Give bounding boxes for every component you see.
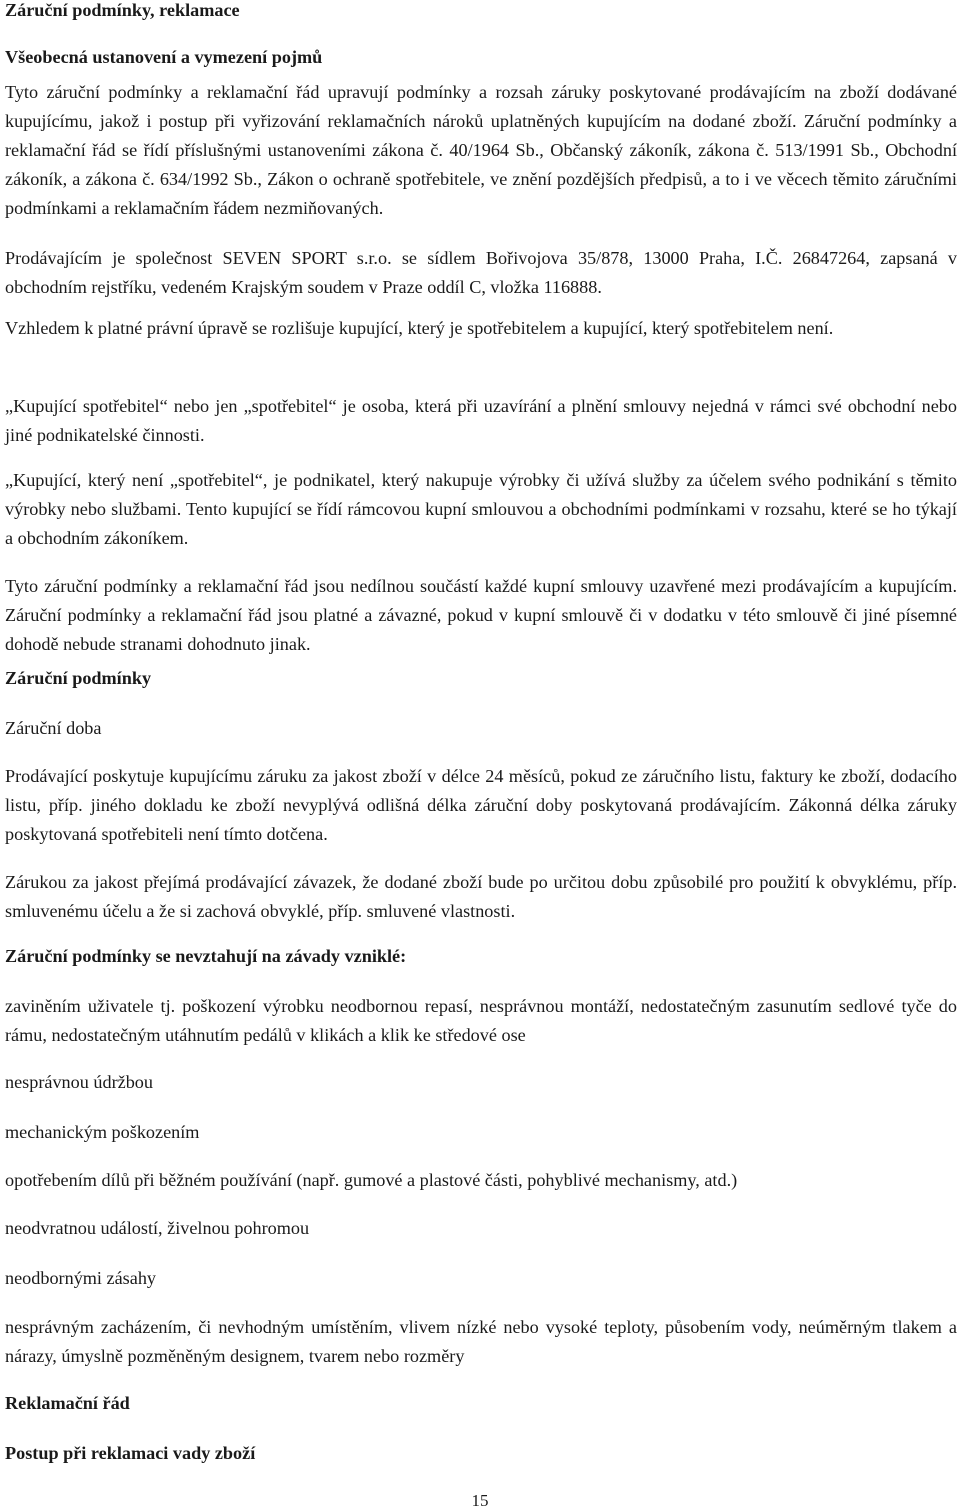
paragraph-general-5: „Kupující, který není „spotřebitel“, je podnikatel, který nakupuje výrobky či užívá služby za účelem svého podnikání s těmito výrobky nebo službami. Tento kupující se řídí rámcovou kupní smlouvou a obchodními podmínkami v rozsahu, které se ho týkají a obchodním zákoníkem. (5, 470, 957, 548)
section-heading-claims: Reklamační řád (5, 1393, 130, 1413)
page-number: 15 (471, 1491, 489, 1510)
subheading-claims-procedure: Postup při reklamaci vady zboží (5, 1443, 256, 1463)
paragraph-general-4: „Kupující spotřebitel“ nebo jen „spotřebitel“ je osoba, která při uzavírání a plnění smlouvy nejedná v rámci své obchodní nebo jiné podnikatelské činnosti. (5, 396, 957, 445)
section-heading-exclusions: Záruční podmínky se nevztahují na závady vzniklé: (5, 946, 407, 966)
exclusion-item: mechanickým poškozením (5, 1122, 200, 1142)
exclusion-item: nesprávným zacházením, či nevhodným umístěním, vlivem nízké nebo vysoké teploty, působením vody, neúměrným tlakem a nárazy, úmyslně pozměněným designem, tvarem nebo rozměry (5, 1317, 957, 1366)
paragraph-warranty-1: Prodávající poskytuje kupujícímu záruku za jakost zboží v délce 24 měsíců, pokud ze záručního listu, faktury ke zboží, dodacího listu, příp. jiného dokladu ke zboží nevyplývá odlišná délka záruční doby poskytovaná prodávajícím. Zákonná délka záruky poskytovaná spotřebiteli není tímto dotčena. (5, 766, 957, 844)
paragraph-general-1: Tyto záruční podmínky a reklamační řád upravují podmínky a rozsah záruky poskytované prodávajícím na zboží dodávané kupujícímu, jakož i postup při vyřizování reklamačních nároků uplatněných kupujícím na dodané zboží. Záruční podmínky a reklamační řád se řídí příslušnými ustanoveními zákona č. 40/1964 Sb., Občanský zákoník, zákona č. 513/1991 Sb., Obchodní zákoník, a zákona č. 634/1992 Sb., Zákon o ochraně spotřebitele, ve znění pozdějších předpisů, a to i ve věcech těmito záručními podmínkami a reklamačním řádem nezmiňovaných. (5, 82, 957, 218)
subheading-warranty-period: Záruční doba (5, 718, 102, 738)
exclusion-item: zaviněním uživatele tj. poškození výrobku neodbornou repasí, nesprávnou montáží, nedostatečným zasunutím sedlové tyče do rámu, nedostatečným utáhnutím pedálů v klikách a klik ke středové ose (5, 996, 957, 1045)
document-title: Záruční podmínky, reklamace (5, 0, 240, 20)
section-heading-general: Všeobecná ustanovení a vymezení pojmů (5, 47, 323, 67)
paragraph-general-2: Prodávajícím je společnost SEVEN SPORT s.r.o. se sídlem Bořivojova 35/878, 13000 Praha, I.Č. 26847264, zapsaná v obchodním rejstříku, vedeném Krajským soudem v Praze oddíl C, vložka 116888. (5, 248, 957, 297)
paragraph-warranty-2: Zárukou za jakost přejímá prodávající závazek, že dodané zboží bude po určitou dobu způsobilé pro použití k obvyklému, příp. smluvenému účelu a že si zachová obvyklé, příp. smluvené vlastnosti. (5, 872, 957, 921)
exclusion-item: opotřebením dílů při běžném používání (např. gumové a plastové části, pohyblivé mechanismy, atd.) (5, 1170, 738, 1190)
exclusion-item: nesprávnou údržbou (5, 1072, 153, 1092)
section-heading-warranty: Záruční podmínky (5, 668, 152, 688)
paragraph-general-6: Tyto záruční podmínky a reklamační řád jsou nedílnou součástí každé kupní smlouvy uzavřené mezi prodávajícím a kupujícím. Záruční podmínky a reklamační řád jsou platné a závazné, pokud v kupní smlouvě či v dodatku v této smlouvě či jiné písemné dohodě nebude stranami dohodnuto jinak. (5, 576, 957, 654)
exclusion-item: neodvratnou událostí, živelnou pohromou (5, 1218, 310, 1238)
exclusion-item: neodbornými zásahy (5, 1268, 157, 1288)
paragraph-general-3: Vzhledem k platné právní úpravě se rozlišuje kupující, který je spotřebitelem a kupující, který spotřebitelem není. (5, 318, 834, 338)
